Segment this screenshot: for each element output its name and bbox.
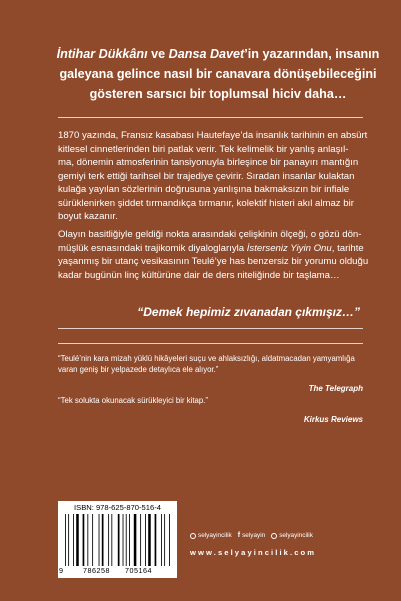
barcode-digits xyxy=(58,566,177,575)
lead-text xyxy=(58,44,378,104)
barcode-digit-first: 9 xyxy=(59,566,64,575)
barcode-bar xyxy=(164,514,165,566)
barcode-bar xyxy=(65,514,66,566)
review-source: Kirkus Reviews xyxy=(303,415,363,424)
pull-quote: “Demek hepimiz zıvanadan çıkmışız…” xyxy=(137,305,360,319)
social-twitter[interactable] xyxy=(271,532,313,539)
barcode-digits-right: 705164 xyxy=(125,566,152,575)
barcode-bars xyxy=(65,514,171,566)
barcode-bar xyxy=(161,514,162,566)
blurb-fragment: , tarihte xyxy=(331,242,364,254)
social-handle: selyayincilik xyxy=(279,532,313,539)
blurb-line: ma, dönemin atmosferinin tansiyonuyla birleşince bir panayırı mantığın xyxy=(58,157,359,168)
barcode-bar xyxy=(83,514,85,566)
lead-line-3: gösteren sarsıcı bir toplumsal hiciv daha… xyxy=(89,87,347,101)
barcode xyxy=(58,501,177,578)
blurb-line: sürüklenirken şiddet tırmandıkça tırmanır, kolektif histeri akıl almaz bir xyxy=(58,197,354,209)
social-facebook[interactable] xyxy=(238,532,265,539)
review-text: varan geniş bir yelpazede detaylıca ele alıyor.” xyxy=(58,365,219,374)
blurb-line xyxy=(58,242,363,256)
barcode-bar xyxy=(111,514,112,566)
blurb-paragraph-1 xyxy=(58,129,368,224)
barcode-bar xyxy=(73,514,74,566)
review xyxy=(58,353,363,394)
blurb-line: kulağa yayılan sözlerinin doğrusuna yanlışına bakmaksızın bir infiale xyxy=(58,184,350,195)
barcode-bar xyxy=(129,514,130,566)
social-handle: selyayin xyxy=(242,532,266,539)
divider xyxy=(58,328,363,329)
blurb-line: gemiyi terk ettiği tarihsel bir trajediye çevirir. Sıradan insanlar kulaktan xyxy=(58,170,355,182)
social-handle: selyayincilik xyxy=(198,532,232,539)
book-title-3: İsterseniz Yiyin Onu xyxy=(246,242,332,254)
social-links xyxy=(190,532,313,539)
blurb-line: Olayın basitliğiyle geldiği nokta arasındaki çelişkinin ölçeği, o gözü dön- xyxy=(58,229,362,240)
barcode-bar xyxy=(126,514,127,566)
barcode-bar xyxy=(92,514,93,566)
barcode-bar xyxy=(134,514,137,566)
review xyxy=(58,395,363,425)
blurb-line: kitlesel cinnetlerinden biri patlak verir. Tek kelimelik bir yanlış anlaşıl- xyxy=(58,143,349,155)
divider xyxy=(58,343,363,344)
review-text: “Tek solukta okunacak sürükleyici bir kitap.” xyxy=(58,396,208,405)
lead-connector: ve xyxy=(147,47,169,61)
lead-line-2: galeyana gelince nasıl bir canavara dönüşebileceğini xyxy=(59,67,377,81)
blurb-line: boyut kazanır. xyxy=(58,211,118,222)
barcode-bar xyxy=(87,514,88,566)
review-text: “Teulé’nin kara mizah yüklü hikâyeleri suçu ve ahlaksızlığı, aldatmacadan yamyamlığa xyxy=(58,354,355,363)
social-instagram[interactable] xyxy=(190,532,232,539)
facebook-icon: f xyxy=(237,532,241,539)
book-title-1: İntihar Dükkânı xyxy=(56,47,148,61)
barcode-bar xyxy=(68,514,69,566)
instagram-icon xyxy=(190,533,196,539)
barcode-bar xyxy=(76,514,79,566)
book-title-2: Dansa Davet xyxy=(168,47,245,61)
barcode-bar xyxy=(102,514,104,566)
barcode-bar xyxy=(123,514,124,566)
blurb-line: yaşanmış bir utanç vesikasının Teulé’ye has benzersiz bir yorumu olduğu xyxy=(58,256,369,267)
twitter-icon xyxy=(271,533,277,539)
blurb-fragment: müşlük esnasındaki trajikomik diyaloglarıyla xyxy=(58,242,247,254)
blurb-line: kadar bugünün linç kültürüne dair de ders niteliğinde bir taşlama… xyxy=(58,269,340,281)
divider xyxy=(58,117,363,118)
blurb-paragraph-2 xyxy=(58,228,369,282)
barcode-bar xyxy=(155,514,157,566)
barcode-bar xyxy=(169,514,170,566)
lead-rest: ’in yazarından, insanın xyxy=(244,47,380,61)
blurb-line: 1870 yazında, Fransız kasabası Hautefaye’da insanlık tarihinin en absürt xyxy=(58,130,368,141)
barcode-bar xyxy=(145,514,146,566)
barcode-bar xyxy=(118,514,120,566)
barcode-bar xyxy=(108,514,109,566)
lead-line-1 xyxy=(57,44,380,64)
review-source: The Telegraph xyxy=(308,384,363,393)
isbn-label: ISBN: 978-625-870-516-4 xyxy=(74,503,161,512)
barcode-digits-left: 786258 xyxy=(83,566,110,575)
publisher-website[interactable]: www.selyayincilik.com xyxy=(190,548,317,557)
barcode-bar xyxy=(99,514,100,566)
barcode-bar xyxy=(148,514,151,566)
barcode-bar xyxy=(140,514,141,566)
